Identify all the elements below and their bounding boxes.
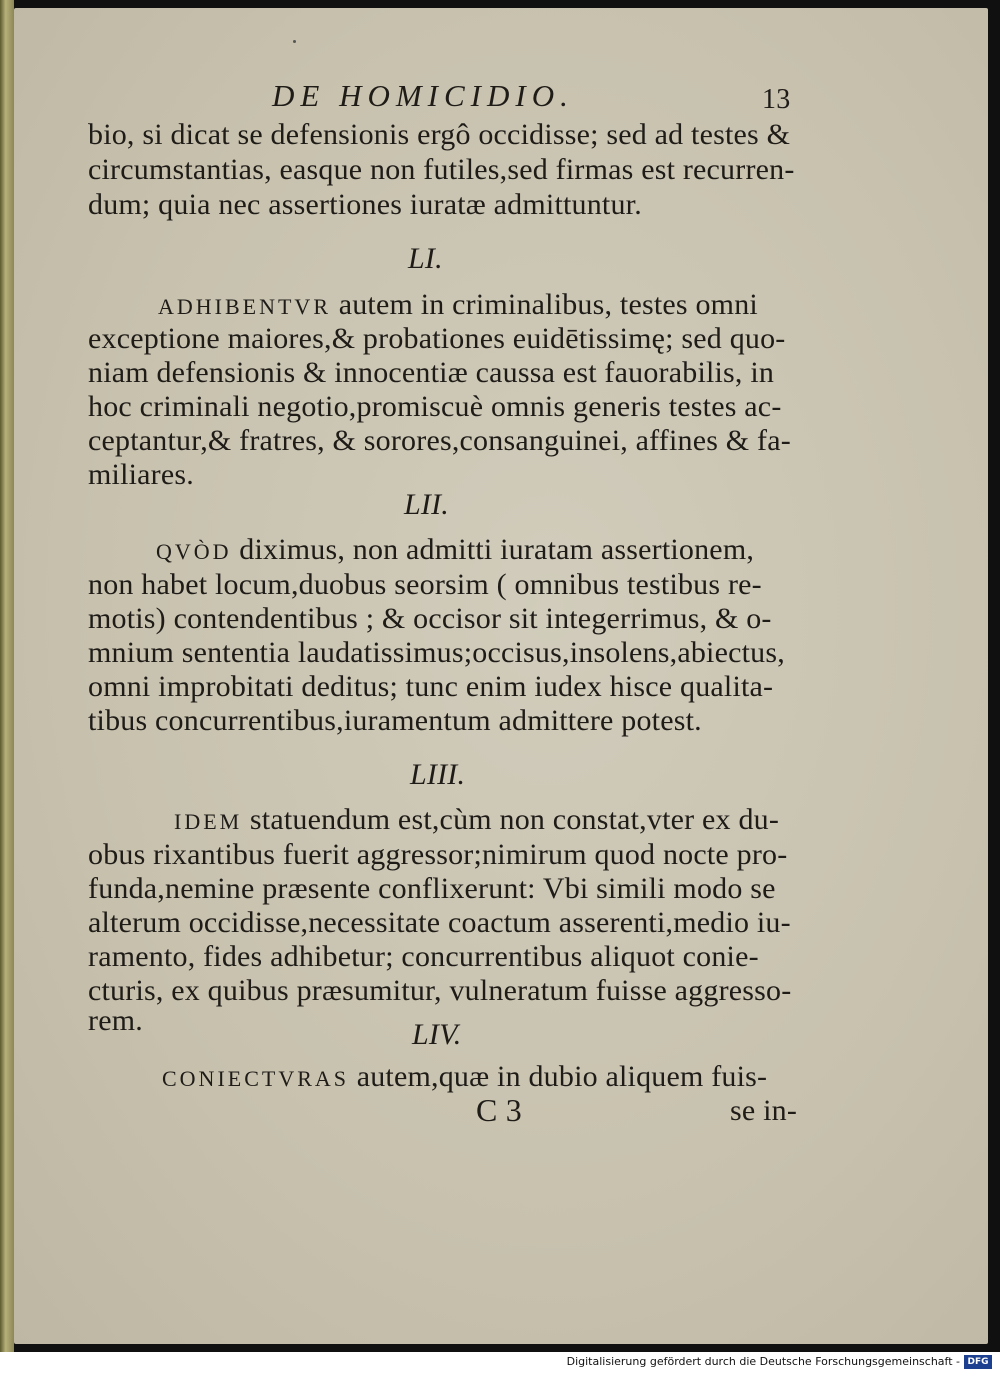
text-line: mnium sententia laudatissimus;occisus,insolens,abiectus, xyxy=(88,636,785,669)
book-page xyxy=(14,8,988,1344)
funding-notice: Digitalisierung gefördert durch die Deutsche Forschungsgemeinschaft - xyxy=(566,1355,960,1368)
text-line: ceptantur,& fratres, & sorores,consanguinei, affines & fa- xyxy=(88,424,791,457)
running-head: DE HOMICIDIO. xyxy=(272,78,574,113)
section-heading: LIV. xyxy=(412,1018,462,1051)
page-number: 13 xyxy=(762,84,791,115)
section-heading: LIII. xyxy=(410,758,466,791)
ink-speck xyxy=(293,40,296,43)
text-line: cturis, ex quibus præsumitur, vulneratum fuisse aggresso- xyxy=(88,974,792,1007)
lead-word: CONIECTVRAS xyxy=(162,1066,350,1091)
text-line: omni improbitati deditus; tunc enim iudex hisce qualita- xyxy=(88,670,774,703)
text-line: dum; quia nec assertiones iuratæ admittuntur. xyxy=(88,188,642,221)
book-spine-edge xyxy=(0,0,14,1352)
dfg-logo-icon: DFG xyxy=(964,1355,992,1369)
text-line: alterum occidisse,necessitate coactum asserenti,medio iu- xyxy=(88,906,791,939)
text-line: IDEM statuendum est,cùm non constat,vter ex du- xyxy=(174,803,780,836)
signature-mark: C 3 xyxy=(476,1092,522,1128)
text-line: circumstantias, easque non futiles,sed firmas est recurren- xyxy=(88,153,795,186)
text-line: obus rixantibus fuerit aggressor;nimirum quod nocte pro- xyxy=(88,838,788,871)
lead-word: IDEM xyxy=(174,809,243,834)
text-line: motis) contendentibus ; & occisor sit integerrimus, & o- xyxy=(88,602,772,635)
text-line: exceptione maiores,& probationes euidētissimę; sed quo- xyxy=(88,322,786,355)
text-line: ramento, fides adhibetur; concurrentibus aliquot conie- xyxy=(88,940,759,973)
text-line: CONIECTVRAS autem,quæ in dubio aliquem fuis- xyxy=(162,1060,768,1093)
text-line: ADHIBENTVR autem in criminalibus, testes omni xyxy=(158,288,758,321)
text-line: QVÒD diximus, non admitti iuratam assertionem, xyxy=(156,533,755,566)
text-line: non habet locum,duobus seorsim ( omnibus testibus re- xyxy=(88,568,762,601)
text-line: miliares. xyxy=(88,458,194,491)
lead-word: QVÒD xyxy=(156,539,232,564)
text-line: hoc criminali negotio,promiscuè omnis generis testes ac- xyxy=(88,390,782,423)
text-line: niam defensionis & innocentiæ caussa est fauorabilis, in xyxy=(88,356,775,389)
lead-word: ADHIBENTVR xyxy=(158,294,331,319)
section-heading: LI. xyxy=(408,242,443,275)
text-line: rem. xyxy=(88,1004,143,1037)
text-line: bio, si dicat se defensionis ergô occidisse; sed ad testes & xyxy=(88,118,791,151)
text-line: funda,nemine præsente conflixerunt: Vbi simili modo se xyxy=(88,872,776,905)
catchword: se in- xyxy=(730,1094,798,1127)
section-heading: LII. xyxy=(404,488,449,521)
text-line: tibus concurrentibus,iuramentum admittere potest. xyxy=(88,704,702,737)
